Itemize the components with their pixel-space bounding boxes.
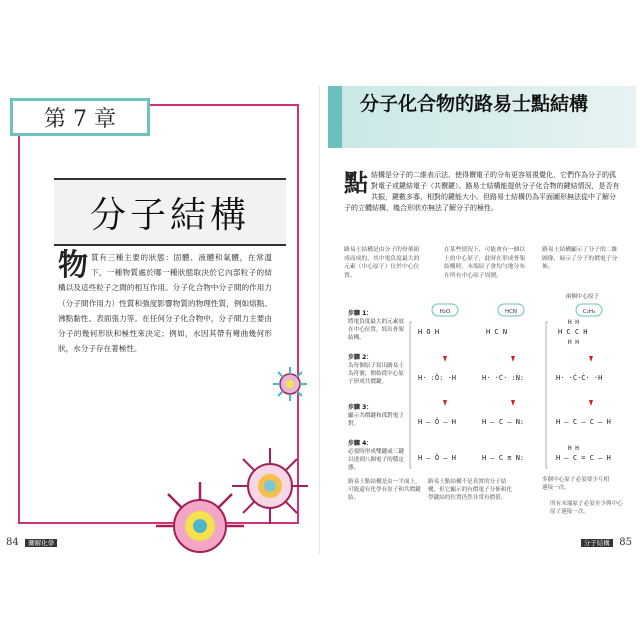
note-1: 路易士結構是由分子的骨架組成而成的，其中電負度最大的元素（中心原子）位於中心位置。: [344, 247, 420, 279]
step-label: 步驟 1：: [348, 310, 373, 317]
book-title: 圖解化學: [25, 539, 57, 547]
svg-text:H — C — C — H: H — C — C — H: [556, 418, 611, 426]
step-text: 為每個原子寫出路易士為符號，開始從中心原子形成共價鍵。: [348, 363, 404, 385]
svg-text:H H: H H: [568, 445, 579, 452]
intro-text: 結構是分子的二維表示法，使得價電子的分布更容易視覺化，它們作為分子的孤對電子或鍵結電子（共價鍵）。路易士結構能提供分子化合物的鍵結情況，是否有共振，鍵數多寡，相對的鍵能大小。但路易士結構仍為平面圖形無法從中了解分子的立體結構，幾合形狀亦無法了解分子的極性。: [344, 171, 620, 212]
left-page: [0, 86, 320, 554]
step-label: 步驟 2：: [348, 354, 373, 361]
step-4: [348, 440, 408, 472]
note-3: 路易士結構顯示了分子的二維圖像，展示了分子的價電子分佈。: [542, 247, 618, 270]
virus-illustration: [140, 296, 320, 556]
virus-small: [273, 367, 307, 401]
right-page: [320, 86, 640, 554]
svg-text:H· ·Ċ·Ċ· ·H: H· ·Ċ·Ċ· ·H: [556, 374, 603, 382]
folio-left: [6, 537, 57, 548]
section-intro: [344, 170, 620, 214]
intro-dropcap: 點: [344, 169, 368, 197]
svg-text:H — C = C — H: H — C = C — H: [556, 454, 611, 462]
molecule-c2h4: C₂H₄: [582, 309, 596, 315]
footnote-3: 多個中心原子必須要少互相連接一次。: [542, 477, 610, 491]
footnote-1: 路易士點結構是由一平面上，可能還有化學有原子和共價鍵結。: [348, 479, 421, 501]
chapter-title: 分子結構: [54, 178, 286, 246]
step-label: 步驟 4：: [348, 440, 373, 447]
molecule-h2o: H₂O: [439, 309, 451, 315]
svg-text:H — Ö — H: H — Ö — H: [418, 454, 456, 462]
svg-text:H O H: H O H: [418, 328, 440, 336]
page-number: 84: [6, 537, 19, 548]
svg-text:H· :Ö: ·H: H· :Ö: ·H: [418, 374, 456, 382]
svg-text:H — Ö — H: H — Ö — H: [418, 418, 456, 426]
step-1: [348, 310, 408, 342]
chapter-label: 第 7 章: [10, 98, 150, 136]
svg-text:H C N: H C N: [486, 328, 508, 336]
intro-text: 質有三種主要的狀態：固體、液體和氣體，在常溫下，一種物質處於哪一種狀態取決於它內部粒子的結構以及這些粒子之間的相互作用。分子化合物中分子間的作用力（分子間作用力）性質和強度影響物質的物理性質，例如熔點、沸點黏性、表面張力等。在任何分子化合物中，分子間力主要由分子的幾何形狀和極性來決定；例如，水因其帶有彎曲幾何形狀，水分子存在著極性。: [58, 253, 272, 354]
virus-medium: [232, 448, 308, 524]
svg-text:H — C ≡ N:: H — C ≡ N:: [482, 454, 525, 462]
virus-large: [156, 482, 244, 552]
chapter-title-footer: 分子結構: [581, 539, 613, 547]
folio-right: [581, 537, 632, 548]
step-text: 顯示共價鍵和孤對電子對。: [348, 413, 404, 427]
svg-text:H H: H H: [568, 319, 579, 326]
central-atoms-label: 兩個中心原子: [566, 294, 600, 300]
step-text: 將電負度最大的元素放在中心位置，寫出骨架結構。: [348, 319, 404, 341]
note-2: 在某些情況下，可能會有一個以上的中心原子，此時在形成骨架結構時，末端原子會均勻地分布在所有中心原子周圍。: [444, 247, 526, 279]
step-text: 必要時形成雙鍵或三鍵以達到八個電子的穩定態。: [348, 449, 404, 471]
intro-dropcap: 物: [58, 248, 88, 283]
footnote-2: 路易士點結構不是真實的分子結構，但它顯示的有價電子分佈和化學鍵結的位置仍然非常有價值。: [428, 479, 512, 501]
section-heading: 分子化合物的路易士點結構: [360, 93, 589, 115]
step-3: [348, 404, 408, 428]
footnote-4: 所有末端原子必須至少與中心原子連接一次。: [550, 501, 623, 515]
svg-text:H· ·Ċ· :Ṅ:: H· ·Ċ· :Ṅ:: [482, 374, 525, 382]
step-2: [348, 354, 408, 386]
svg-text:H C C H: H C C H: [558, 328, 588, 336]
svg-text:H — C — N:: H — C — N:: [482, 418, 525, 426]
heading-accent: [328, 86, 342, 148]
svg-text:H H: H H: [568, 339, 579, 346]
molecule-hcn: HCN: [504, 309, 518, 315]
step-label: 步驟 3：: [348, 404, 373, 411]
page-number: 85: [619, 537, 632, 548]
